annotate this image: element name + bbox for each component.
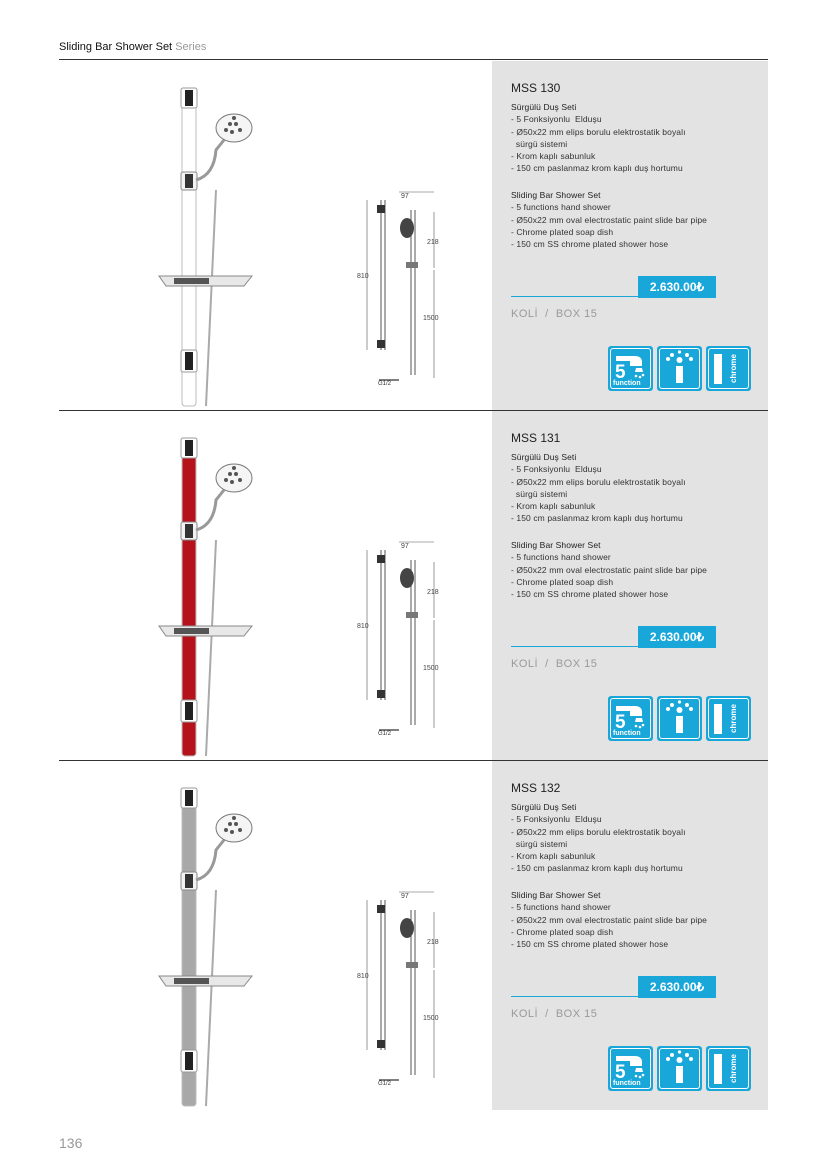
function-label: function [613,730,641,737]
english-title: Sliding Bar Shower Set [511,540,601,550]
turkish-feature-line: - 5 Fonksiyonlu Elduşu [511,814,602,825]
dim-thread: G1/2 [378,731,392,737]
turkish-feature-line: - Ø50x22 mm elips borulu elektrostatik boyalı [511,826,686,837]
chrome-label: chrome [729,1054,738,1083]
english-description [511,539,707,600]
english-feature-line: - 5 functions hand shower [511,202,611,213]
function-number: 5 [615,362,626,383]
product-info-panel [492,411,768,760]
english-title: Sliding Bar Shower Set [511,190,601,200]
english-feature-line: - 5 functions hand shower [511,552,611,563]
chrome-label: chrome [729,704,738,733]
turkish-feature-line: - 150 cm paslanmaz krom kaplı duş hortumu [511,163,683,174]
chrome-label: chrome [729,354,738,383]
turkish-feature-line: - 5 Fonksiyonlu Elduşu [511,464,602,475]
turkish-feature-line: sürgü sistemi [511,488,568,499]
dim-1500: 1500 [423,665,439,672]
dim-810: 810 [357,623,369,630]
shower-set-image [154,430,274,760]
product-info-panel [492,61,768,410]
info-drops-icon [657,696,702,741]
easy-clean-icon [657,1046,702,1091]
dim-thread: G1/2 [378,1081,392,1087]
english-description [511,889,707,950]
turkish-title: Sürgülü Duş Seti [511,452,577,462]
price-tag: 2.630.00₺ [638,976,716,998]
english-feature-line: - 150 cm SS chrome plated shower hose [511,939,669,950]
english-feature-line: - Chrome plated soap dish [511,576,614,587]
info-drops-icon [657,346,702,391]
english-feature-line: - 150 cm SS chrome plated shower hose [511,239,669,250]
easy-clean-icon [657,696,702,741]
dim-218: 218 [427,939,439,946]
english-feature-line: - Ø50x22 mm oval electrostatic paint slide bar pipe [511,564,707,575]
price-tag: 2.630.00₺ [638,276,716,298]
turkish-feature-line: - Ø50x22 mm elips borulu elektrostatik boyalı [511,476,686,487]
turkish-title: Sürgülü Duş Seti [511,102,577,112]
product-info-panel [492,761,768,1110]
page-number: 136 [59,1135,83,1151]
product-section [59,410,768,760]
shower-set-image [154,80,274,410]
function-number: 5 [615,712,626,733]
turkish-feature-line: - 150 cm paslanmaz krom kaplı duş hortumu [511,863,683,874]
price-tag: 2.630.00₺ [638,626,716,648]
box-quantity: KOLİ / BOX 15 [511,308,598,320]
box-quantity: KOLİ / BOX 15 [511,658,598,670]
easy-clean-icon [657,346,702,391]
header-series: Series [175,41,207,53]
english-title: Sliding Bar Shower Set [511,890,601,900]
dim-810: 810 [357,973,369,980]
product-code: MSS 131 [511,431,561,445]
dim-97: 97 [401,193,409,200]
dim-1500: 1500 [423,315,439,322]
english-feature-line: - Ø50x22 mm oval electrostatic paint slide bar pipe [511,914,707,925]
info-drops-icon [657,1046,702,1091]
dim-97: 97 [401,893,409,900]
english-feature-line: - 5 functions hand shower [511,902,611,913]
box-quantity: KOLİ / BOX 15 [511,1008,598,1020]
chrome-icon [706,346,751,391]
five-function-icon [608,1046,653,1091]
english-feature-line: - Ø50x22 mm oval electrostatic paint slide bar pipe [511,214,707,225]
shower-set-image [154,780,274,1110]
chrome-icon [706,696,751,741]
dim-97: 97 [401,543,409,550]
technical-drawing [359,890,449,1085]
turkish-title: Sürgülü Duş Seti [511,802,577,812]
dim-218: 218 [427,589,439,596]
turkish-feature-line: sürgü sistemi [511,838,568,849]
turkish-feature-line: - 150 cm paslanmaz krom kaplı duş hortumu [511,513,683,524]
function-label: function [613,380,641,387]
turkish-description [511,101,686,175]
english-feature-line: - Chrome plated soap dish [511,926,614,937]
five-function-icon [608,696,653,741]
turkish-description [511,801,686,875]
turkish-feature-line: - 5 Fonksiyonlu Elduşu [511,114,602,125]
function-label: function [613,1080,641,1087]
header-title: Sliding Bar Shower Set [59,41,173,53]
function-number: 5 [615,1062,626,1083]
page-header [59,41,206,53]
turkish-feature-line: sürgü sistemi [511,138,568,149]
turkish-feature-line: - Krom kaplı sabunluk [511,501,596,512]
turkish-feature-line: - Krom kaplı sabunluk [511,851,596,862]
english-feature-line: - 150 cm SS chrome plated shower hose [511,589,669,600]
dim-810: 810 [357,273,369,280]
technical-drawing [359,540,449,735]
chrome-icon [706,1046,751,1091]
turkish-feature-line: - Ø50x22 mm elips borulu elektrostatik boyalı [511,126,686,137]
product-section [59,760,768,1110]
dim-218: 218 [427,239,439,246]
product-section [59,60,768,410]
turkish-description [511,451,686,525]
technical-drawing [359,190,449,385]
dim-1500: 1500 [423,1015,439,1022]
turkish-feature-line: - Krom kaplı sabunluk [511,151,596,162]
english-feature-line: - Chrome plated soap dish [511,226,614,237]
dim-thread: G1/2 [378,381,392,387]
product-code: MSS 130 [511,81,561,95]
five-function-icon [608,346,653,391]
product-code: MSS 132 [511,781,561,795]
english-description [511,189,707,250]
